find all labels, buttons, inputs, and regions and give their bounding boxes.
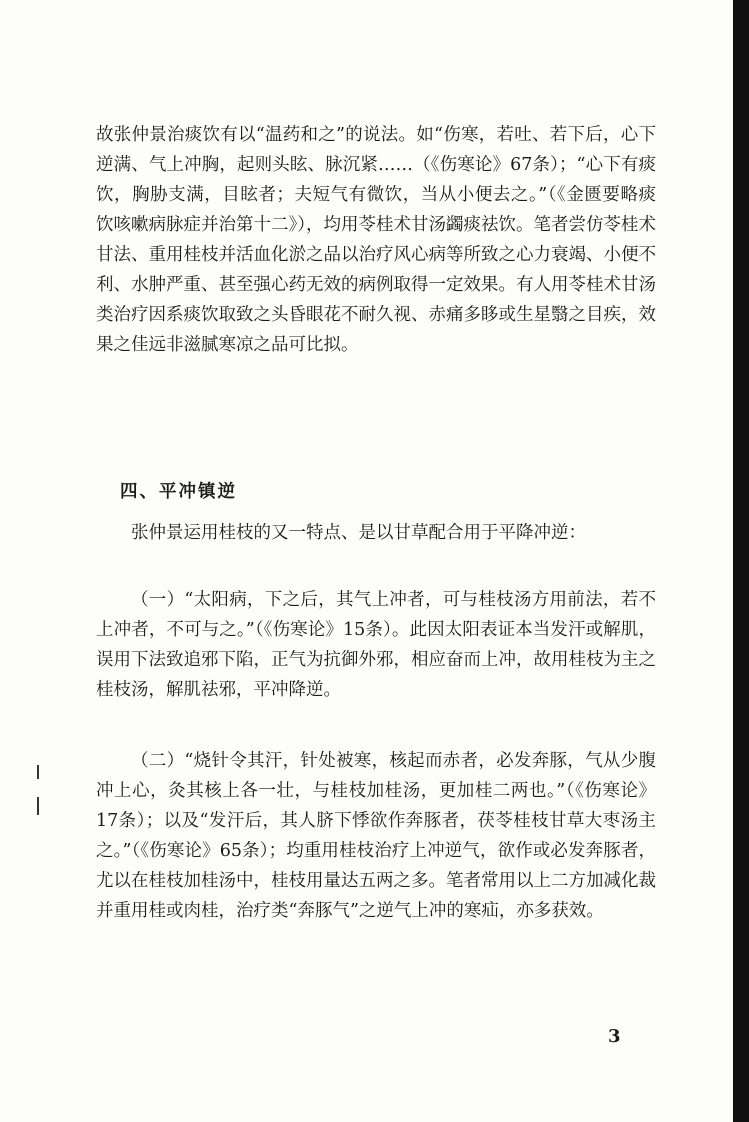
scan-margin-mark [37,797,39,815]
paragraph-text: 故张仲景治痰饮有以“温药和之”的说法。如“伤寒，若吐、若下后，心下逆满、气上冲胸，起则头眩、脉沉紧……（《伤寒论》67条）；“心下有痰饮，胸胁支满，目眩者；夫短气有微饮，当从小便去之。”（《金匮要略痰饮咳嗽病脉症并治第十二》），均用苓桂术甘汤蠲痰祛饮。笔者尝仿苓桂术甘法、重用桂枝并活血化淤之品以治疗风心病等所致之心力衰竭、小便不利、水肿严重、甚至强心药无效的病例取得一定效果。有人用苓桂术甘汤类治疗因系痰饮取致之头昏眼花不耐久视、赤痛多眵或生星翳之目疾，效果之佳远非滋腻寒凉之品可比拟。 [96,125,656,355]
paragraph-tanyin [96,120,656,360]
scan-margin-mark [37,765,39,779]
scan-edge-border [733,0,749,1122]
paragraph-text: （一）“太阳病，下之后，其气上冲者，可与桂枝汤方用前法，若不上冲者，不可与之。”（《伤寒论》15条）。此因太阳表证本当发汗或解肌，误用下法致追邪下陷，正气为抗御外邪，相应奋而上冲，故用桂枝为主之桂枝汤，解肌祛邪，平冲降逆。 [96,590,656,700]
page-number: 3 [608,1026,621,1047]
section-heading: 四、平冲镇逆 [120,482,237,502]
paragraph-text: （二）“烧针令其汗，针处被寒，核起而赤者，必发奔豚，气从少腹冲上心，灸其核上各一壮，与桂枝加桂汤，更加桂二两也。”（《伤寒论》17条）；以及“发汗后，其人脐下悸欲作奔豚者，茯苓桂枝甘草大枣汤主之。”（《伤寒论》65条）；均重用桂枝治疗上冲逆气，欲作或必发奔豚者，尤以在桂枝加桂汤中，桂枝用量达五两之多。笔者常用以上二方加减化裁并重用桂或肉桂，治疗类“奔豚气”之逆气上冲的寒疝，亦多获效。 [96,751,656,921]
paragraph-text: 张仲景运用桂枝的又一特点、是以甘草配合用于平降冲逆： [131,523,586,543]
paragraph-item-2 [96,746,656,926]
paragraph-intro [96,518,656,548]
paragraph-item-1 [96,585,656,705]
